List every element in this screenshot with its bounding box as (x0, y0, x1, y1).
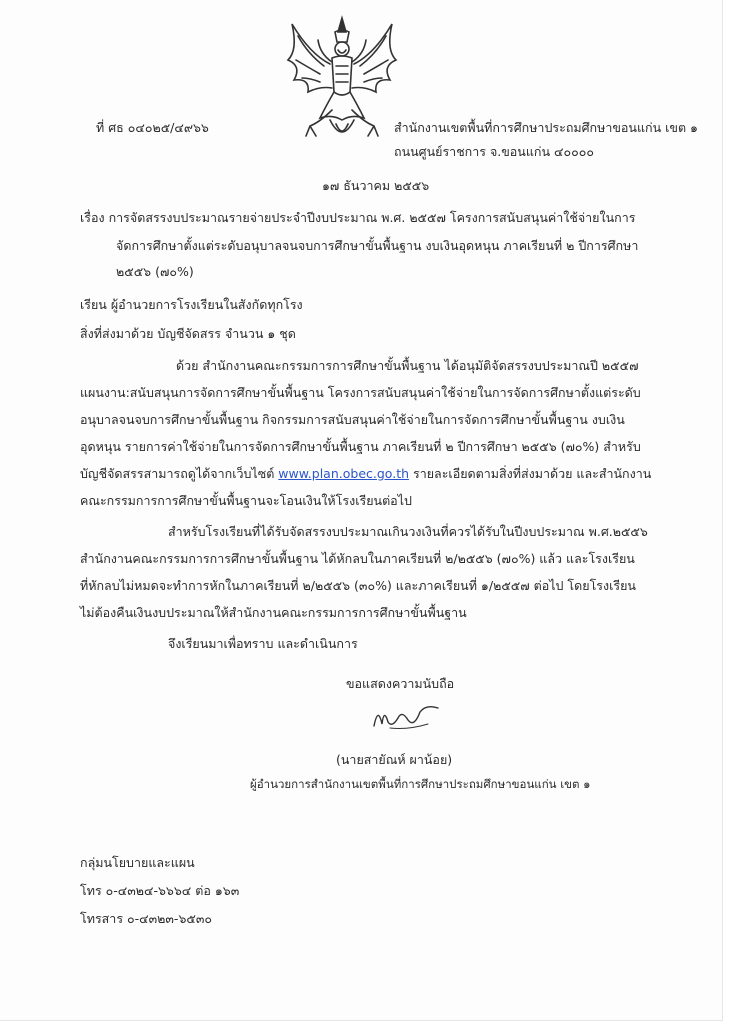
subject-line-1: เรื่อง การจัดสรรงบประมาณรายจ่ายประจำปีงบประมาณ พ.ศ. ๒๕๕๗ โครงการสนับสนุนค่าใช้จ่ายในการ (80, 210, 636, 225)
garuda-emblem-icon (280, 14, 404, 146)
subject-line-2: จัดการศึกษาตั้งแต่ระดับอนุบาลจนจบการศึกษาขั้นพื้นฐาน งบเงินอุดหนุน ภาคเรียนที่ ๒ ปีการศึกษา (116, 238, 639, 253)
document-date: ๑๗ ธันวาคม ๒๕๕๖ (322, 178, 430, 193)
para1-line-5-start: บัญชีจัดสรรสามารถดูได้จากเว็บไซต์ (80, 466, 279, 481)
department: กลุ่มนโยบายและแผน (80, 855, 195, 870)
para1-line-4: อุดหนุน รายการค่าใช้จ่ายในการจัดการศึกษาขั้นพื้นฐาน ภาคเรียนที่ ๒ ปีการศึกษา ๒๕๕๖ (๗๐%) สำหรับ (80, 439, 641, 454)
para1-line-6: คณะกรรมการการศึกษาขั้นพื้นฐานจะโอนเงินให้โรงเรียนต่อไป (80, 493, 412, 508)
para2-line-1: สำหรับโรงเรียนที่ได้รับจัดสรรงบประมาณเกินวงเงินที่ควรได้รับในปีงบประมาณ พ.ศ.๒๕๕๖ (168, 524, 648, 539)
para1-line-5 (80, 466, 651, 482)
para2-line-3: ที่หักลบไม่หมดจะทำการหักในภาคเรียนที่ ๒/๒๕๕๖ (๓๐%) และภาคเรียนที่ ๑/๒๕๕๗ ต่อไป โดยโรงเรียน (80, 578, 636, 593)
signatory-name: (นายสายัณห์ ผาน้อย) (336, 752, 453, 767)
fax: โทรสาร ๐-๔๓๒๓-๖๕๓๐ (80, 911, 213, 926)
office-address: ถนนศูนย์ราชการ จ.ขอนแก่น ๔๐๐๐๐ (394, 144, 594, 159)
reference-number: ที่ ศธ ๐๔๐๒๕/๔๙๖๖ (96, 120, 209, 135)
para1-line-2: แผนงาน:สนับสนุนการจัดการศึกษาขั้นพื้นฐาน โครงการสนับสนุนค่าใช้จ่ายในการจัดการศึกษาตั้งแต่ระดับ (80, 385, 641, 400)
salutation: เรียน ผู้อำนวยการโรงเรียนในสังกัดทุกโรง (80, 297, 303, 312)
para2-line-2: สำนักงานคณะกรรมการการศึกษาขั้นพื้นฐาน ได้หักลบในภาคเรียนที่ ๒/๒๕๕๖ (๗๐%) แล้ว และโรงเรียน (80, 551, 635, 566)
telephone: โทร ๐-๔๓๒๔-๖๖๖๔ ต่อ ๑๖๓ (80, 883, 240, 898)
website-link[interactable]: www.plan.obec.go.th (278, 466, 410, 481)
signature-icon (368, 698, 444, 734)
para1-line-1: ด้วย สำนักงานคณะกรรมการการศึกษาขั้นพื้นฐาน ได้อนุมัติจัดสรรงบประมาณปี ๒๕๕๗ (176, 358, 639, 373)
signatory-position: ผู้อำนวยการสำนักงานเขตพื้นที่การศึกษาประถมศึกษาขอนแก่น เขต ๑ (250, 777, 591, 791)
regards: ขอแสดงความนับถือ (346, 676, 455, 691)
enclosure: สิ่งที่ส่งมาด้วย บัญชีจัดสรร จำนวน ๑ ชุด (80, 326, 296, 341)
para2-line-4: ไม่ต้องคืนเงินงบประมาณให้สำนักงานคณะกรรมการการศึกษาขั้นพื้นฐาน (80, 605, 467, 620)
office-name: สำนักงานเขตพื้นที่การศึกษาประถมศึกษาขอนแก่น เขต ๑ (394, 120, 698, 135)
para1-line-5-end: รายละเอียดตามสิ่งที่ส่งมาด้วย และสำนักงาน (409, 466, 652, 481)
para1-line-3: อนุบาลจนจบการศึกษาขั้นพื้นฐาน กิจกรรมการสนับสนุนค่าใช้จ่ายในการจัดการศึกษาขั้นพื้นฐาน งบเงิน (80, 412, 625, 427)
subject-line-3: ๒๕๕๖ (๗๐%) (116, 264, 194, 279)
closing-request: จึงเรียนมาเพื่อทราบ และดำเนินการ (168, 636, 358, 651)
